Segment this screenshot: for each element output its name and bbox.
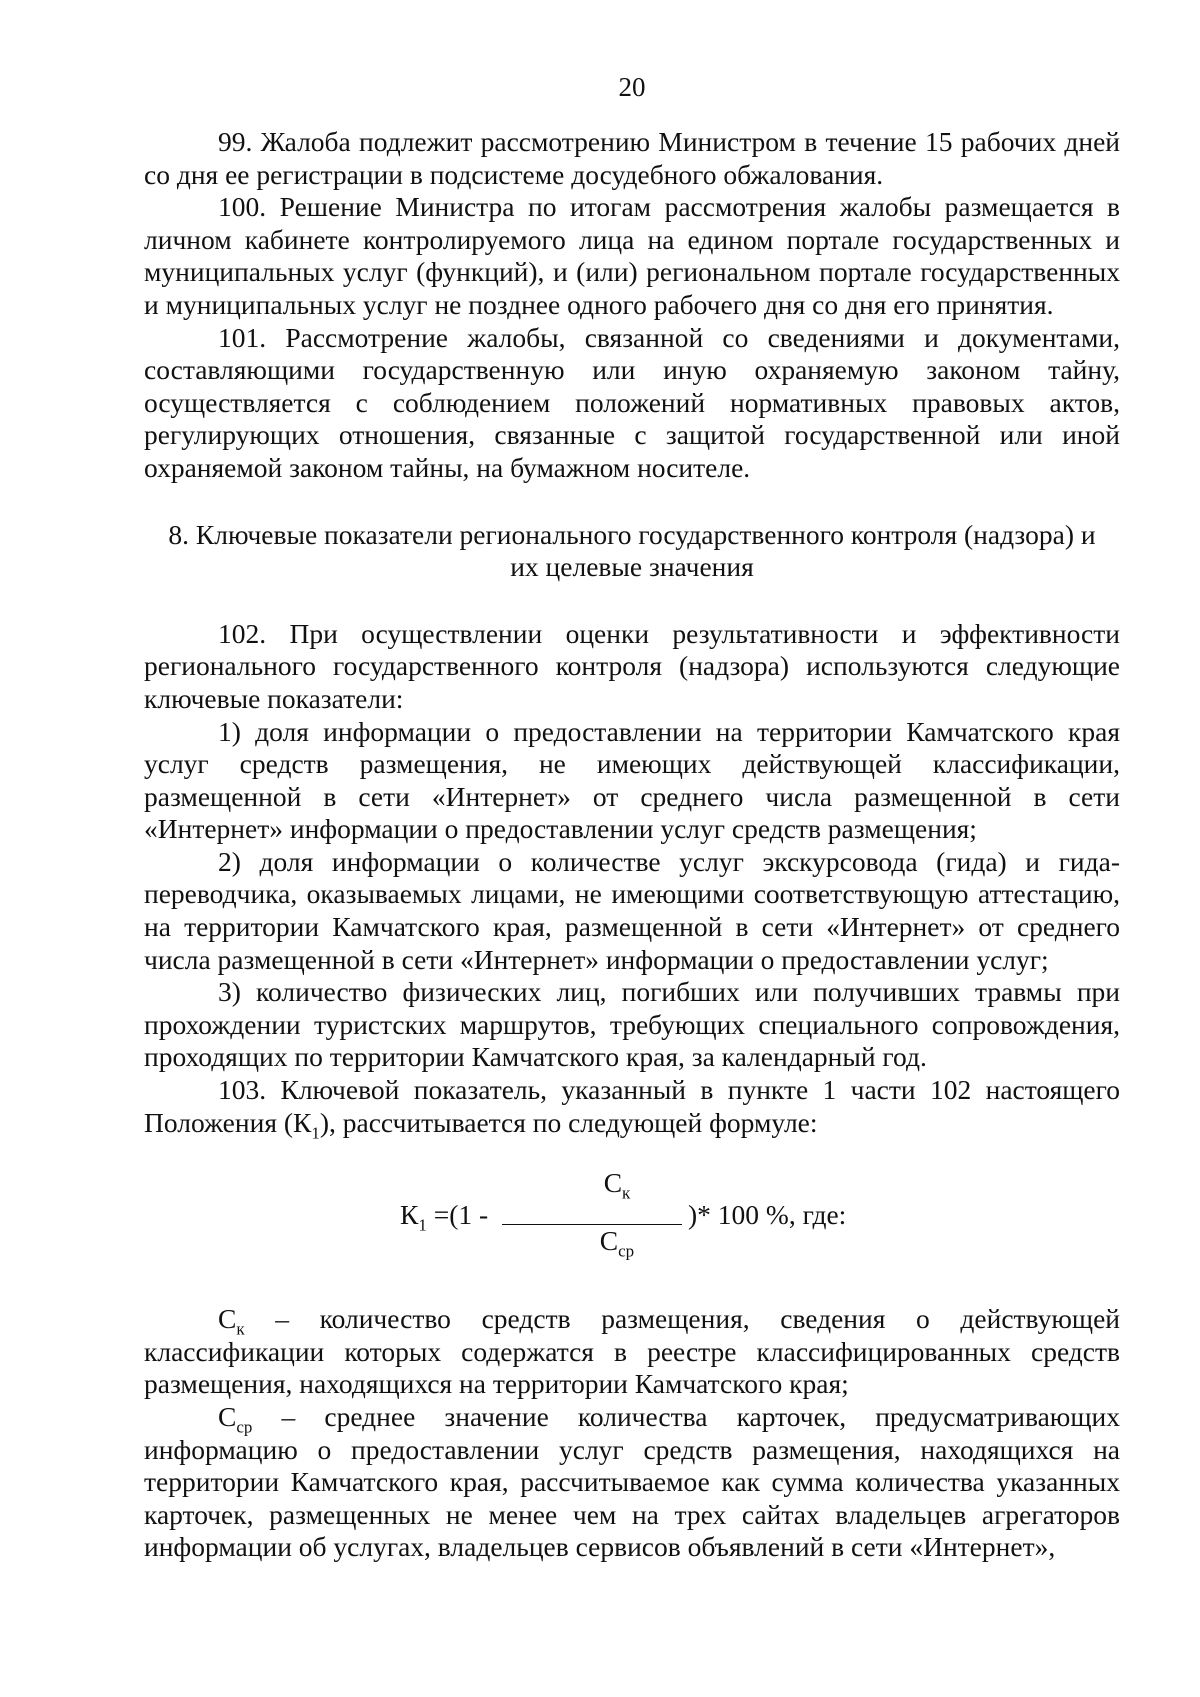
paragraph-103 (144, 1074, 1120, 1143)
paragraph-102: 102. При осуществлении оценки результативности и эффективности регионального государственного контроля (надзора) используются следующие ключевые показатели: (144, 617, 1120, 714)
definition-ck-var: С (218, 1303, 237, 1335)
formula-lhs-var: К (400, 1199, 419, 1231)
formula-numerator (552, 1167, 682, 1203)
formula-denominator (552, 1225, 682, 1261)
paragraph-103-text-before: 103. Ключевой показатель, указанный в пункте 1 части 102 настоящего Положения (К (144, 1074, 1120, 1138)
list-item-3: 3) количество физических лиц, погибших или получивших травмы при прохождении туристских маршрутов, требующих специального сопровождения, проходящих по территории Камчатского края, за календарный год. (144, 976, 1120, 1073)
formula-numerator-sub: к (622, 1183, 631, 1203)
formula-lhs-sub: 1 (418, 1215, 427, 1235)
definition-ck-text: – количество средств размещения, сведения о действующей классификации которых содержатся в реестре классифицированных средств размещения, находящихся на территории Камчатского края; (144, 1303, 1120, 1400)
definition-ccp-text: – среднее значение количества карточек, предусматривающих информацию о предоставлении услуг средств размещения, находящихся на территории Камчатского края, рассчитываемое как сумма количества указанных карточек, размещенных не менее чем на трех сайтах владельцев агрегаторов информации об услугах, владельцев сервисов объявлений в сети «Интернет», (144, 1401, 1120, 1563)
formula-rhs: )* 100 %, где: (688, 1199, 847, 1231)
definition-ck (144, 1303, 1120, 1401)
formula-denominator-var: С (599, 1225, 619, 1257)
formula (144, 1165, 1120, 1275)
section-heading-line-1: 8. Ключевые показатели регионального государственного контроля (надзора) и (168, 518, 1096, 550)
definition-ccp (144, 1401, 1120, 1564)
definition-ccp-sub: ср (236, 1417, 253, 1437)
formula-lhs (400, 1199, 489, 1235)
section-heading (144, 519, 1120, 584)
formula-lhs-rest: =(1 - (426, 1199, 489, 1231)
list-item-2: 2) доля информации о количестве услуг экскурсовода (гида) и гида-переводчика, оказываемых лицами, не имеющими соответствующую аттестацию, на территории Камчатского края, размещенной в сети «Интернет» от среднего числа размещенной в сети «Интернет» информации о предоставлении услуг; (144, 845, 1120, 975)
formula-numerator-var: С (603, 1167, 623, 1199)
section-heading-line-2: их целевые значения (510, 551, 754, 583)
paragraph-100: 100. Решение Министра по итогам рассмотрения жалобы размещается в личном кабинете контролируемого лица на едином портале государственных и муниципальных услуг (функций), и (или) региональном портале государственных и муниципальных услуг не позднее одного рабочего дня со дня его принятия. (144, 191, 1120, 320)
document-page (144, 70, 1120, 1564)
paragraph-101: 101. Рассмотрение жалобы, связанной со сведениями и документами, составляющими государственную или иную охраняемую законом тайну, осуществляется с соблюдением положений нормативных правовых актов, регулирующих отношения, связанные с защитой государственной или иной охраняемой законом тайны, на бумажном носителе. (144, 321, 1120, 483)
paragraph-103-subscript: 1 (311, 1123, 320, 1143)
paragraph-99: 99. Жалоба подлежит рассмотрению Министром в течение 15 рабочих дней со дня ее регистрации в подсистеме досудебного обжалования. (144, 126, 1120, 190)
definition-ck-sub: к (236, 1319, 245, 1339)
list-item-1: 1) доля информации о предоставлении на территории Камчатского края услуг средств размещения, не имеющих действующей классификации, размещенной в сети «Интернет» от среднего числа размещенной в сети «Интернет» информации о предоставлении услуг средств размещения; (144, 715, 1120, 845)
paragraph-103-text-after: ), рассчитывается по следующей формуле: (319, 1106, 818, 1138)
page-number: 20 (618, 72, 646, 102)
definition-ccp-var: С (218, 1401, 237, 1432)
formula-denominator-sub: ср (618, 1241, 635, 1261)
